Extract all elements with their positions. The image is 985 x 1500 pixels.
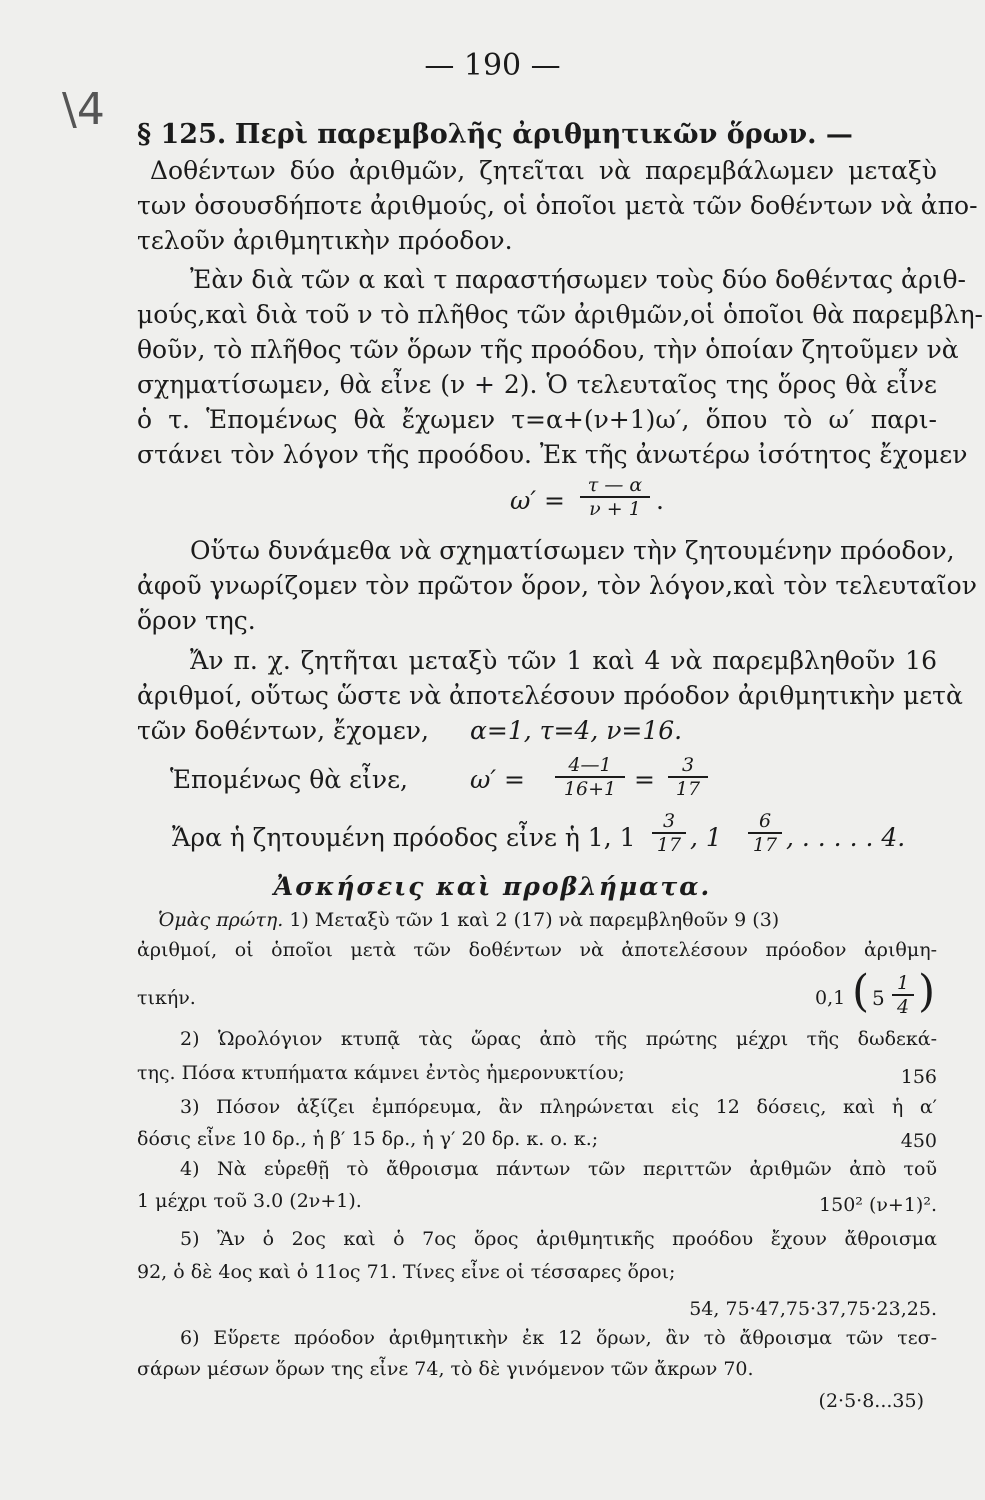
exercise-2-line: της. Πόσα κτυπήματα κάμνει ἐντὸς ἡμερονυκτίου; bbox=[137, 1062, 625, 1084]
text-line: τῶν δοθέντων, ἔχομεν, bbox=[137, 716, 429, 745]
text-line: στάνει τὸν λόγον τῆς προόδου. Ἐκ τῆς ἀνωτέρω ἰσότητος ἔχομεν bbox=[137, 440, 968, 469]
fraction-denominator: 4 bbox=[896, 996, 910, 1018]
text-line: Ἑπομένως θὰ εἶνε, bbox=[170, 765, 408, 794]
exercise-1-line: τικήν. bbox=[137, 987, 196, 1009]
result-fraction bbox=[652, 810, 686, 856]
text-line: Οὕτω δυνάμεθα νὰ σχηματίσωμεν τὴν ζητουμένην πρόοδον, bbox=[190, 536, 955, 565]
formula-fraction bbox=[580, 474, 650, 520]
fraction-numerator: 6 bbox=[748, 810, 782, 834]
exercise-1-line bbox=[158, 907, 938, 933]
exercise-1-line: ἀριθμοί, οἱ ὁποῖοι μετὰ τῶν δοθέντων νὰ ἀποτελέσουν πρόοδον ἀριθμη- bbox=[137, 939, 937, 961]
exercise-text: 1) Μεταξὺ τῶν 1 καὶ 2 (17) νὰ παρεμβληθοῦν 9 (3) bbox=[289, 909, 780, 931]
given-values: α=1, τ=4, ν=16. bbox=[470, 716, 683, 745]
exercise-2-line: 2) Ὡρολόγιον κτυπᾷ τὰς ὥρας ἀπὸ τῆς πρώτης μέχρι τῆς δωδεκά- bbox=[180, 1028, 937, 1050]
exercise-4-line: 1 μέχρι τοῦ 3.0 (2ν+1). bbox=[137, 1190, 362, 1212]
exercise-3-answer: 450 bbox=[900, 1130, 937, 1152]
fraction-denominator: 17 bbox=[675, 778, 701, 800]
section-number: § 125. bbox=[137, 119, 227, 150]
fraction-denominator: 17 bbox=[752, 834, 778, 856]
exercise-5-line: 5) Ἂν ὁ 2ος καὶ ὁ 7ος ὅρος ἀριθμητικῆς προόδου ἔχουν ἄθροισμα bbox=[180, 1228, 937, 1250]
answer-mixed-fraction: ( 5 $\frac{1}{4}$ ) bbox=[852, 966, 936, 1018]
text-line: των ὁσουσδήποτε ἀριθμούς, οἱ ὁποῖοι μετὰ τῶν δοθέντων νὰ ἀπο- bbox=[137, 191, 978, 220]
formula-fraction bbox=[555, 754, 625, 800]
group-label: Ὁμὰς πρώτη. bbox=[158, 909, 284, 931]
equals-sign: = bbox=[634, 765, 655, 794]
text-line: ὅρον της. bbox=[137, 606, 256, 635]
exercise-3-line: 3) Πόσον ἀξίζει ἐμπόρευμα, ἂν πληρώνεται εἰς 12 δόσεις, καὶ ἡ α′ bbox=[180, 1096, 937, 1118]
section-title: Περὶ παρεμβολῆς ἀριθμητικῶν ὅρων. — bbox=[234, 119, 853, 150]
result-tail: , . . . . . 4. bbox=[786, 823, 906, 852]
result-fraction bbox=[748, 810, 782, 856]
text-line: Ἐὰν διὰ τῶν α καὶ τ παραστήσωμεν τοὺς δύο δοθέντας ἀριθ- bbox=[190, 265, 966, 294]
result-lead: Ἄρα ἡ ζητουμένη πρόοδος εἶνε ἡ 1, 1 bbox=[172, 823, 636, 852]
fraction-numerator: 4—1 bbox=[555, 754, 625, 778]
fraction-denominator: 17 bbox=[656, 834, 682, 856]
text-line: μούς,καὶ διὰ τοῦ ν τὸ πλῆθος τῶν ἀριθμῶν,οἱ ὁποῖοι θὰ παρεμβλη- bbox=[137, 300, 984, 329]
margin-handwriting: \4 bbox=[62, 84, 105, 135]
page-number: — 190 — bbox=[424, 48, 561, 83]
fraction bbox=[892, 972, 914, 1018]
formula-fraction bbox=[668, 754, 708, 800]
section-heading bbox=[137, 120, 937, 150]
formula-lhs: ω′ = bbox=[470, 765, 525, 794]
exercise-4-answer: 150² (ν+1)². bbox=[819, 1194, 937, 1216]
text-line: Δοθέντων δύο ἀριθμῶν, ζητεῖται νὰ παρεμβάλωμεν μεταξὺ bbox=[150, 156, 937, 185]
exercise-6-answer: (2·5·8...35) bbox=[818, 1390, 924, 1412]
fraction-numerator: 3 bbox=[668, 754, 708, 778]
whole-part: 5 bbox=[872, 986, 885, 1010]
text-line: ἀφοῦ γνωρίζομεν τὸν πρῶτον ὅρον, τὸν λόγον,καὶ τὸν τελευταῖον bbox=[137, 571, 977, 600]
formula-end: . bbox=[656, 486, 664, 515]
exercise-2-answer: 156 bbox=[900, 1066, 937, 1088]
exercise-6-line: σάρων μέσων ὅρων της εἶνε 74, τὸ δὲ γινόμενον τῶν ἄκρων 70. bbox=[137, 1358, 754, 1380]
formula-lhs: ω′ = bbox=[510, 486, 565, 515]
fraction-numerator: 3 bbox=[652, 810, 686, 834]
exercise-6-line: 6) Εὕρετε πρόοδον ἀριθμητικὴν ἐκ 12 ὅρων, ἂν τὸ ἄθροισμα τῶν τεσ- bbox=[180, 1327, 937, 1349]
text-line: ὁ τ. Ἑπομένως θὰ ἔχωμεν τ=α+(ν+1)ω′, ὅπου τὸ ω′ παρι- bbox=[137, 405, 937, 434]
result-mid: , 1 bbox=[690, 823, 722, 852]
text-line: Ἄν π. χ. ζητῆται μεταξὺ τῶν 1 καὶ 4 νὰ παρεμβληθοῦν 16 bbox=[190, 646, 937, 675]
fraction-denominator: ν + 1 bbox=[589, 498, 641, 520]
text-line: θοῦν, τὸ πλῆθος τῶν ὅρων τῆς προόδου, τὴν ὁποίαν ζητοῦμεν νὰ bbox=[137, 335, 959, 364]
exercise-3-line: δόσις εἶνε 10 δρ., ἡ β′ 15 δρ., ἡ γ′ 20 δρ. κ. ο. κ.; bbox=[137, 1128, 599, 1150]
exercise-5-line: 92, ὁ δὲ 4ος καὶ ὁ 11ος 71. Τίνες εἶνε οἱ τέσσαρες ὅροι; bbox=[137, 1261, 676, 1283]
fraction-numerator: τ — α bbox=[580, 474, 650, 498]
exercise-5-answer: 54, 75·47,75·37,75·23,25. bbox=[689, 1298, 937, 1320]
exercises-heading: Ἀσκήσεις καὶ προβλήματα. bbox=[273, 872, 712, 901]
fraction-denominator: 16+1 bbox=[563, 778, 617, 800]
exercise-4-line: 4) Νὰ εὑρεθῇ τὸ ἄθροισμα πάντων τῶν περιττῶν ἀριθμῶν ἀπὸ τοῦ bbox=[180, 1158, 937, 1180]
exercise-1-answer: 0,1 bbox=[815, 987, 846, 1009]
fraction-numerator: 1 bbox=[892, 972, 914, 996]
text-line: τελοῦν ἀριθμητικὴν πρόοδον. bbox=[137, 226, 513, 255]
text-line: ἀριθμοί, οὕτως ὥστε νὰ ἀποτελέσουν πρόοδον ἀριθμητικὴν μετὰ bbox=[137, 681, 963, 710]
text-line: σχηματίσωμεν, θὰ εἶνε (ν + 2). Ὁ τελευταῖος της ὅρος θὰ εἶνε bbox=[137, 370, 937, 399]
